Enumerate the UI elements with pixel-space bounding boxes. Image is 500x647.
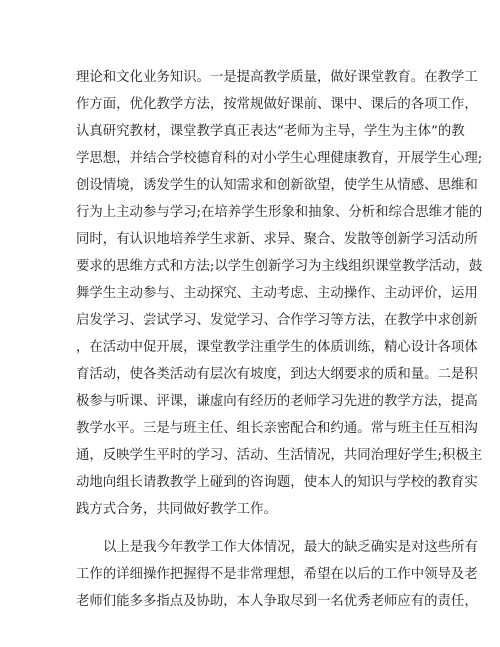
text-line: 创设情境，诱发学生的认知需求和创新欲望，使学生从情感、思维和	[76, 178, 478, 193]
text-line: 学思想，并结合学校德育科的对小学生心理健康教育，开展学生心理;	[76, 151, 483, 166]
text-line: 以上是我今年教学工作大体情况，最大的缺乏确实是对这些所有	[103, 540, 478, 555]
text-line: 工作的详细操作把握得不是非常理想，希望在以后的工作中领导及老	[76, 567, 478, 582]
text-line: 老师们能多多指点及协助，本人争取尽到一名优秀老师应有的责任，	[76, 594, 478, 609]
text-line: 动地向组长请教教学上碰到的咨询题，使本人的知识与学校的教育实	[76, 475, 478, 490]
text-line: 舞学生主动参与、主动探究、主动考虑、主动操作、主动评价，运用	[76, 286, 478, 301]
text-line: 同时，有认识地培养学生求新、求异、聚合、发散等创新学习活动所	[76, 232, 478, 247]
text-line: 启发学习、尝试学习、发觉学习、合作学习等方法，在教学中求创新	[76, 313, 478, 328]
text-line: 育活动，使各类活动有层次有坡度，到达大纲要求的质和量。二是积	[76, 367, 478, 382]
text-line: 践方式合务，共同做好教学工作。	[76, 502, 277, 517]
text-line: 认真研究教材，课堂教学真正表达“老师为主导，学生为主体”的教	[76, 124, 465, 139]
text-line: 极参与听课、评课，谦虚向有经历的老师学习先进的教学方法，提高	[76, 394, 478, 409]
text-line: 作方面，优化教学方法，按常规做好课前、课中、课后的各项工作，	[76, 97, 478, 112]
text-line: 理论和文化业务知识。一是提高教学质量，做好课堂教育。在教学工	[76, 70, 478, 85]
text-line: 行为上主动参与学习;在培养学生形象和抽象、分析和综合思维才能的	[76, 205, 483, 220]
text-line: 要求的思维方式和方法;以学生创新学习为主线组织课堂教学活动，鼓	[76, 259, 483, 274]
text-line: ，在活动中促开展，课堂教学注重学生的体质训练，精心设计各项体	[76, 340, 478, 355]
text-line: 教学水平。三是与班主任、组长亲密配合和约通。常与班主任互相沟	[76, 421, 478, 436]
text-line: 通，反映学生平时的学习、活动、生活情况，共同治理好学生;积极主	[76, 448, 483, 463]
